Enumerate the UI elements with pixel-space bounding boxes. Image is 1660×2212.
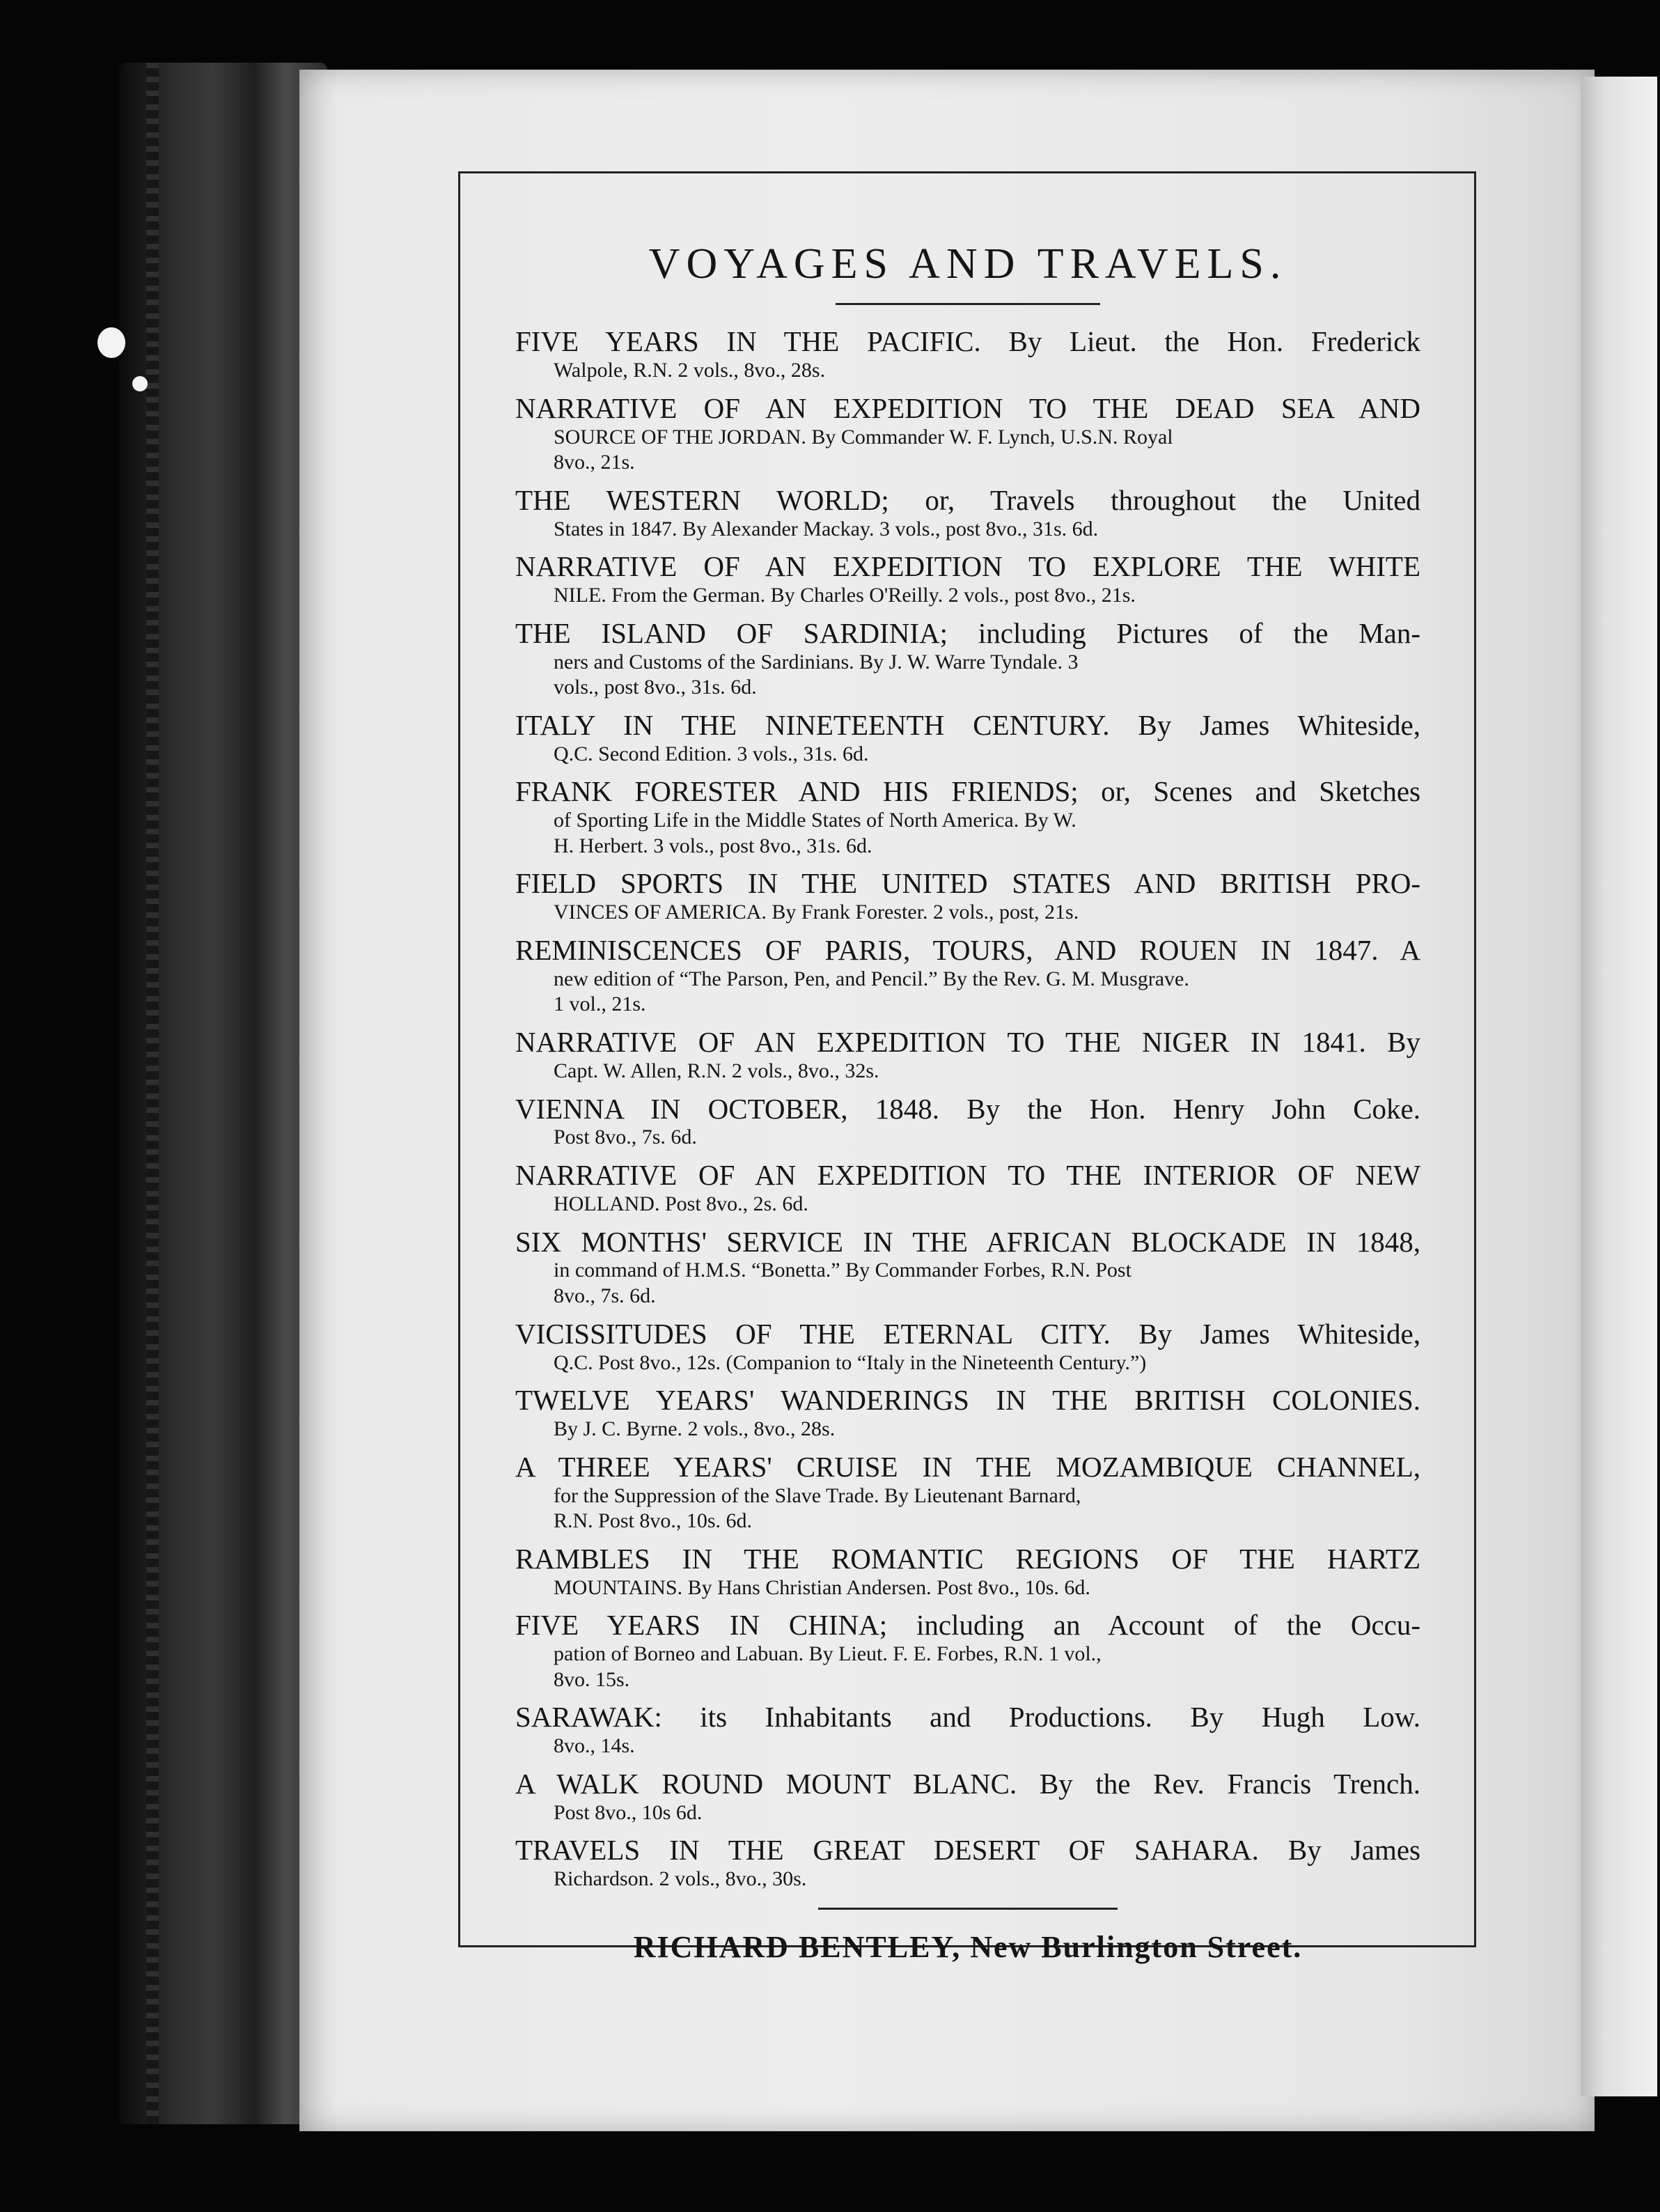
book-entry [515, 935, 1420, 1018]
book-detail-line: ners and Customs of the Sardinians. By J. W. Warre Tyndale. 3 [554, 650, 1079, 673]
book-entry [515, 393, 1420, 476]
book-spine [118, 63, 327, 2124]
facing-page-edge [1581, 77, 1657, 2096]
book-detail-line: 1 vol., 21s. [554, 992, 646, 1016]
book-list [515, 326, 1420, 1892]
book-entry [515, 618, 1420, 701]
book-entry [515, 1318, 1420, 1376]
book-title-line: NARRATIVE OF AN EXPEDITION TO THE DEAD SEA AND [515, 392, 1420, 424]
book-entry [515, 1610, 1420, 1692]
title-rule [836, 303, 1100, 305]
book-entry [515, 1027, 1420, 1084]
book-detail-line: of Sporting Life in the Middle States of North America. By W. [554, 809, 1076, 832]
book-detail-line: 8vo., 7s. 6d. [554, 1284, 656, 1308]
book-entry [515, 1226, 1420, 1309]
book-detail-line: Q.C. Second Edition. 3 vols., 31s. 6d. [554, 742, 869, 765]
book-entry [515, 776, 1420, 859]
book-detail-line: 8vo., 21s. [554, 451, 635, 474]
book-title-line: THE ISLAND OF SARDINIA; including Pictures of the Man- [515, 617, 1420, 649]
book-entry [515, 1385, 1420, 1442]
book-detail-line: 8vo., 14s. [554, 1734, 635, 1758]
book-title-line: A WALK ROUND MOUNT BLANC. By the Rev. Francis Trench. [515, 1768, 1420, 1800]
book-entry [515, 551, 1420, 609]
book-detail-line: in command of H.M.S. “Bonetta.” By Commander Forbes, R.N. Post [554, 1259, 1132, 1282]
footer-rule [818, 1908, 1118, 1910]
paper-speck [97, 327, 125, 358]
book-title-line: REMINISCENCES OF PARIS, TOURS, AND ROUEN IN 1847. A [515, 934, 1420, 966]
book-entry [515, 1543, 1420, 1601]
book-title-line: RAMBLES IN THE ROMANTIC REGIONS OF THE HARTZ [515, 1543, 1420, 1575]
book-detail-line: States in 1847. By Alexander Mackay. 3 vols., post 8vo., 31s. 6d. [554, 517, 1099, 540]
book-detail-line: HOLLAND. Post 8vo., 2s. 6d. [554, 1192, 808, 1215]
book-detail-line: new edition of “The Parson, Pen, and Pencil.” By the Rev. G. M. Musgrave. [554, 967, 1189, 990]
book-detail-line: VINCES OF AMERICA. By Frank Forester. 2 vols., post, 21s. [554, 901, 1079, 924]
book-detail-line: Capt. W. Allen, R.N. 2 vols., 8vo., 32s. [554, 1059, 879, 1082]
page-title: VOYAGES AND TRAVELS. [648, 240, 1287, 288]
book-title-line: VIENNA IN OCTOBER, 1848. By the Hon. Henry John Coke. [515, 1093, 1420, 1125]
book-entry [515, 1768, 1420, 1826]
publisher-imprint: RICHARD BENTLEY, New Burlington Street. [633, 1929, 1303, 1964]
book-detail-line: H. Herbert. 3 vols., post 8vo., 31s. 6d. [554, 834, 872, 857]
book-title-line: FIVE YEARS IN THE PACIFIC. By Lieut. the Hon. Frederick [515, 326, 1420, 358]
book-detail-line: Post 8vo., 10s 6d. [554, 1800, 703, 1824]
book-title-line: ITALY IN THE NINETEENTH CENTURY. By James Whiteside, [515, 709, 1420, 741]
book-detail-line: 8vo. 15s. [554, 1667, 630, 1691]
book-title-line: TWELVE YEARS' WANDERINGS IN THE BRITISH COLONIES. [515, 1385, 1420, 1417]
book-title-line: NARRATIVE OF AN EXPEDITION TO EXPLORE THE WHITE [515, 551, 1420, 583]
book-detail-line: MOUNTAINS. By Hans Christian Andersen. Post 8vo., 10s. 6d. [554, 1575, 1090, 1599]
book-detail-line: R.N. Post 8vo., 10s. 6d. [554, 1509, 753, 1533]
book-entry [515, 1451, 1420, 1534]
book-title-line: NARRATIVE OF AN EXPEDITION TO THE NIGER IN 1841. By [515, 1027, 1420, 1059]
book-title-line: NARRATIVE OF AN EXPEDITION TO THE INTERIOR OF NEW [515, 1160, 1420, 1192]
book-title-line: TRAVELS IN THE GREAT DESERT OF SAHARA. By James [515, 1835, 1420, 1867]
book-entry [515, 1093, 1420, 1151]
book-entry [515, 326, 1420, 384]
book-title-line: SARAWAK: its Inhabitants and Productions. By Hugh Low. [515, 1701, 1420, 1734]
book-detail-line: SOURCE OF THE JORDAN. By Commander W. F. Lynch, U.S.N. Royal [554, 425, 1173, 449]
book-title-line: FRANK FORESTER AND HIS FRIENDS; or, Scenes and Sketches [515, 776, 1420, 808]
book-title-line: SIX MONTHS' SERVICE IN THE AFRICAN BLOCKADE IN 1848, [515, 1226, 1420, 1258]
book-detail-line: Q.C. Post 8vo., 12s. (Companion to “Italy in the Nineteenth Century.”) [554, 1350, 1147, 1374]
book-title-line: FIVE YEARS IN CHINA; including an Account of the Occu- [515, 1610, 1420, 1642]
book-detail-line: vols., post 8vo., 31s. 6d. [554, 676, 757, 699]
book-detail-line: Walpole, R.N. 2 vols., 8vo., 28s. [554, 359, 826, 382]
book-entry [515, 710, 1420, 768]
book-detail-line: pation of Borneo and Labuan. By Lieut. F. E. Forbes, R.N. 1 vol., [554, 1642, 1102, 1666]
book-title-line: THE WESTERN WORLD; or, Travels throughout the United [515, 484, 1420, 516]
book-title-line: A THREE YEARS' CRUISE IN THE MOZAMBIQUE CHANNEL, [515, 1451, 1420, 1483]
book-entry [515, 1835, 1420, 1892]
book-title-line: FIELD SPORTS IN THE UNITED STATES AND BRITISH PRO- [515, 868, 1420, 900]
book-title-line: VICISSITUDES OF THE ETERNAL CITY. By James Whiteside, [515, 1318, 1420, 1350]
advertisement-content [515, 240, 1420, 1965]
book-entry [515, 485, 1420, 543]
book-entry [515, 868, 1420, 926]
book-entry [515, 1160, 1420, 1217]
book-detail-line: By J. C. Byrne. 2 vols., 8vo., 28s. [554, 1417, 836, 1441]
book-detail-line: Richardson. 2 vols., 8vo., 30s. [554, 1867, 807, 1891]
book-detail-line: NILE. From the German. By Charles O'Reilly. 2 vols., post 8vo., 21s. [554, 584, 1136, 607]
book-detail-line: for the Suppression of the Slave Trade. By Lieutenant Barnard, [554, 1483, 1081, 1507]
book-detail-line: Post 8vo., 7s. 6d. [554, 1126, 697, 1149]
paper-speck [132, 376, 148, 391]
book-entry [515, 1701, 1420, 1759]
